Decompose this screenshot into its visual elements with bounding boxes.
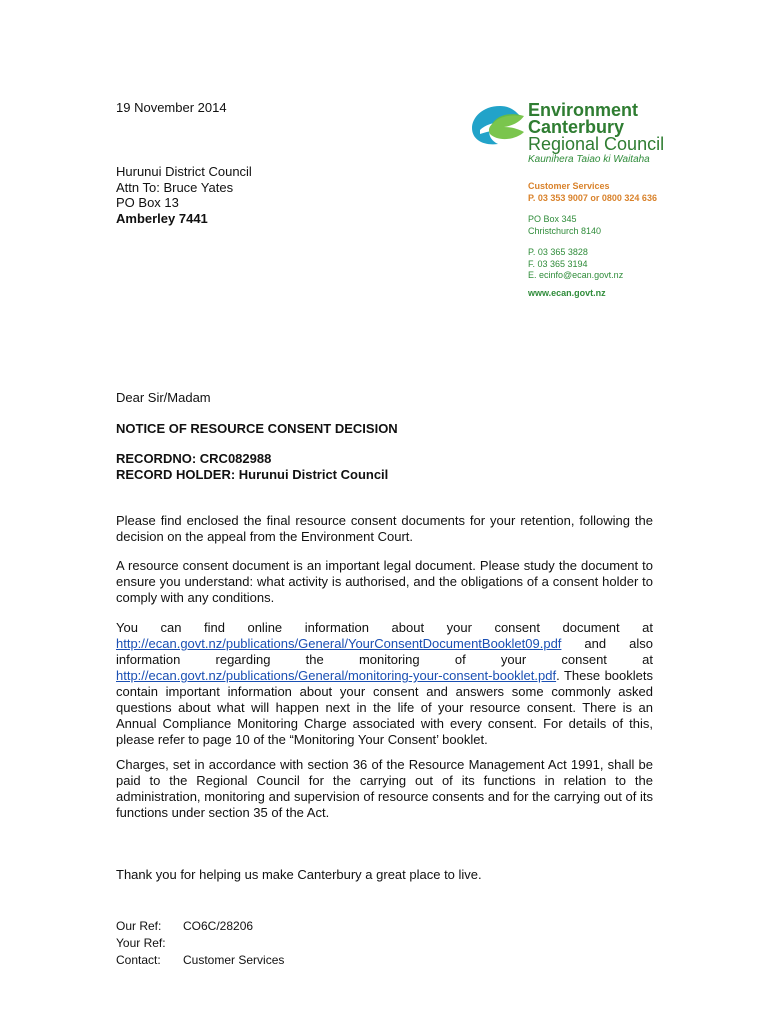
reference-block bbox=[116, 918, 284, 969]
contact-title: Customer Services bbox=[528, 181, 610, 191]
p3-rest-text: . These booklets contain important information about your consent and answers some commonly asked questions about what will happen next in the life of your resource consent. There is an Annual Compliance Monitoring Charge associated with every consent. For details of this, please refer to page 10 of the “Monitoring Your Consent’ booklet. bbox=[116, 668, 653, 747]
p3-word: information bbox=[116, 652, 181, 667]
recipient-line-2: Attn To: Bruce Yates bbox=[116, 179, 234, 195]
recipient-line-3: PO Box 13 bbox=[116, 195, 179, 210]
paragraph-3 bbox=[116, 620, 653, 748]
letter-date: 19 November 2014 bbox=[116, 100, 227, 115]
contact-row bbox=[116, 952, 284, 969]
contact-city: Christchurch 8140 bbox=[528, 225, 602, 236]
contact-website-link[interactable]: www.ecan.govt.nz bbox=[528, 287, 606, 298]
contact-email[interactable]: E. ecinfo@ecan.govt.nz bbox=[528, 270, 624, 280]
p3-word: also bbox=[629, 636, 653, 651]
p3-word: document bbox=[562, 620, 620, 635]
p3-rest bbox=[116, 668, 653, 748]
p3-word: can bbox=[160, 620, 182, 635]
recipient-address bbox=[116, 164, 252, 226]
p3-word: consent bbox=[561, 652, 607, 667]
p3-word: You bbox=[116, 620, 138, 635]
recipient-line-1: Hurunui District Council bbox=[116, 164, 252, 179]
p3-line-2 bbox=[116, 636, 653, 652]
consent-booklet-link[interactable]: http://ecan.govt.nz/publications/General/YourConsentDocumentBooklet09.pdf bbox=[116, 636, 562, 651]
contact-p: P. 03 365 3828 bbox=[528, 247, 588, 257]
your-ref-row bbox=[116, 935, 284, 952]
p3-word: about bbox=[391, 620, 425, 635]
our-ref-label: Our Ref: bbox=[116, 919, 162, 933]
p3-word: and bbox=[584, 636, 607, 651]
record-info bbox=[116, 451, 388, 483]
paragraph-2: A resource consent document is an important legal document. Please study the document to ensure you understand: what activity is authorised, and the obligations of a consent holder to comply with any conditions. bbox=[116, 558, 653, 605]
our-ref-value: CO6C/28206 bbox=[183, 919, 254, 933]
contact-phone: P. 03 353 9007 or 0800 324 636 bbox=[528, 192, 657, 203]
logo-regional-council: Regional Council bbox=[528, 134, 665, 154]
p3-word: your bbox=[500, 652, 527, 667]
p3-word: at bbox=[642, 652, 653, 667]
logo-wordmark bbox=[528, 102, 664, 153]
contact-block bbox=[528, 181, 657, 299]
p3-word: consent bbox=[494, 620, 540, 635]
recipient-line-4: Amberley 7441 bbox=[116, 210, 208, 226]
contact-po-box: PO Box 345 bbox=[528, 214, 577, 224]
monitoring-booklet-link[interactable]: http://ecan.govt.nz/publications/General/monitoring-your-consent-booklet.pdf bbox=[116, 668, 557, 683]
p3-word: your bbox=[446, 620, 472, 635]
p3-word: of bbox=[454, 652, 466, 667]
our-ref-row bbox=[116, 918, 284, 935]
p3-word: regarding bbox=[215, 652, 271, 667]
p3-word: the bbox=[305, 652, 324, 667]
greeting: Dear Sir/Madam bbox=[116, 390, 211, 405]
subject-heading: NOTICE OF RESOURCE CONSENT DECISION bbox=[116, 421, 398, 436]
record-number: RECORDNO: CRC082988 bbox=[116, 451, 272, 466]
p3-line-1 bbox=[116, 620, 653, 636]
your-ref-label: Your Ref: bbox=[116, 936, 166, 950]
p3-word: at bbox=[642, 620, 653, 635]
paragraph-1: Please find enclosed the final resource consent documents for your retention, following the decision on the appeal from the Environment Court. bbox=[116, 513, 653, 544]
contact-label: Contact: bbox=[116, 953, 161, 967]
record-holder: RECORD HOLDER: Hurunui District Council bbox=[116, 467, 389, 482]
p3-word: information bbox=[304, 620, 370, 635]
closing-thanks: Thank you for helping us make Canterbury a great place to live. bbox=[116, 867, 482, 882]
p3-word: monitoring bbox=[358, 652, 420, 667]
contact-value: Customer Services bbox=[183, 953, 285, 967]
p3-word: online bbox=[247, 620, 283, 635]
logo-tagline: Kaunihera Taiao ki Waitaha bbox=[528, 154, 650, 165]
paragraph-4: Charges, set in accordance with section 36 of the Resource Management Act 1991, shall be paid to the Regional Council for the carrying out of its functions in relation to the administration, monitoring and supervision of resource consents and for the carrying out of its functions under section 35 of the Act. bbox=[116, 757, 653, 820]
p3-word: find bbox=[203, 620, 225, 635]
p3-line-3 bbox=[116, 652, 653, 668]
logo-environment: Environment bbox=[528, 100, 639, 120]
contact-f: F. 03 365 3194 bbox=[528, 258, 588, 269]
logo-canterbury: Canterbury bbox=[528, 117, 625, 137]
